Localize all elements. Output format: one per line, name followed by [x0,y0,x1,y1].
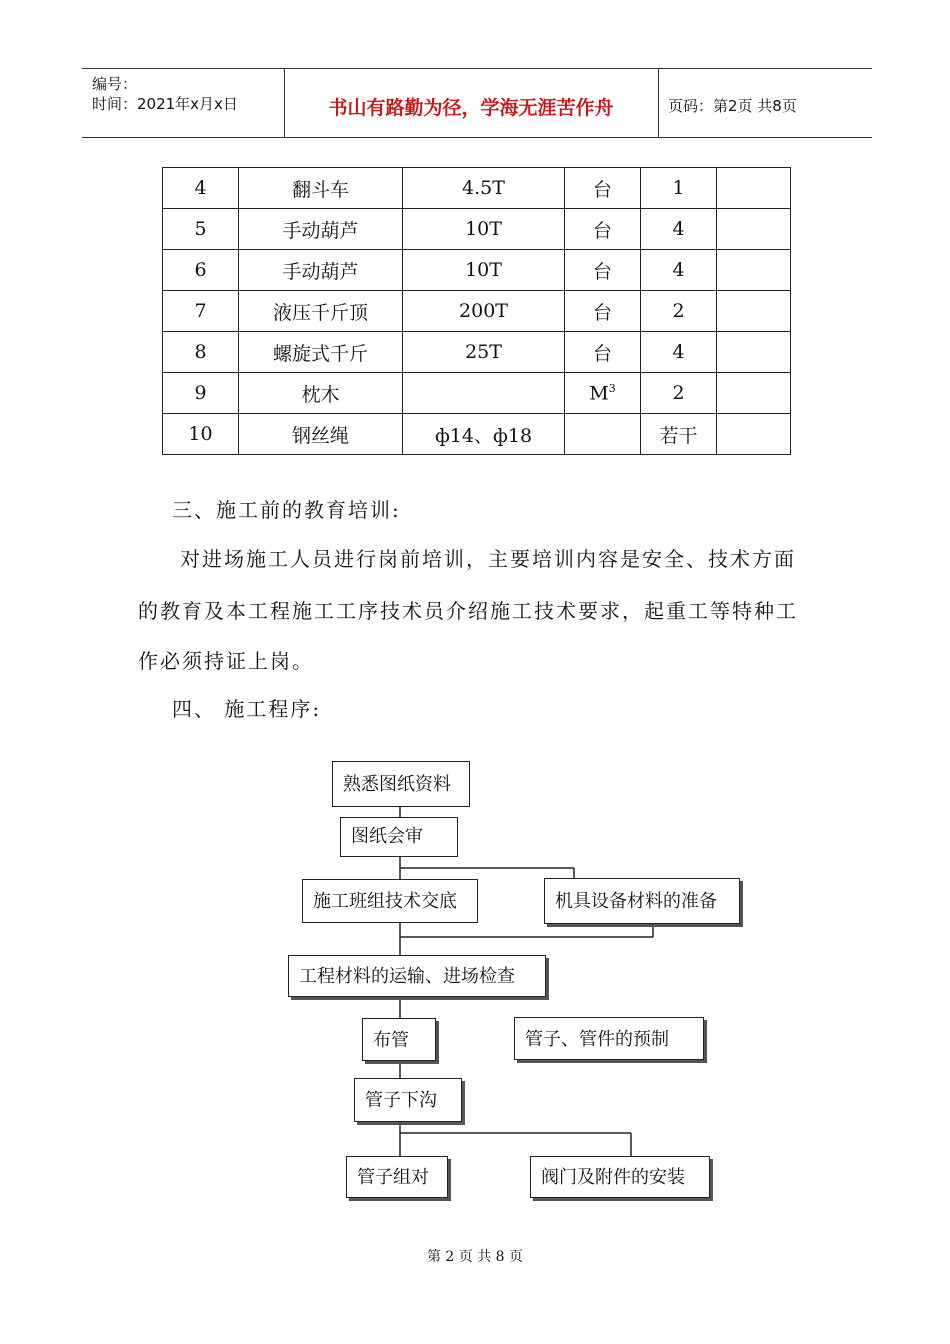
section3-heading: 三、施工前的教育培训: [172,498,401,522]
cell-text-spec: 25T [465,341,502,363]
cell-text-no: 4 [194,177,207,199]
section3-line-2: 的教育及本工程施工工序技术员介绍施工技术要求，起重工等特种工 [138,599,798,623]
cell-text-name: 枕木 [301,383,340,406]
cell-text-unit: 台 [592,260,612,283]
cell-text-no: 8 [194,341,207,363]
cell-text-name: 螺旋式千斤 [272,342,368,365]
doc-time-label: 时间：2021年x月x日 [92,95,238,113]
flow-step-material-transport: 工程材料的运输、进场检查 [288,955,546,997]
page-footer: 第 2 页 共 8 页 [426,1249,524,1265]
cell-text-unit: 台 [592,178,612,201]
cell-text-unit: 台 [592,301,612,324]
header-motto: 书山有路勤为径，学海无涯苦作舟 [328,97,614,119]
flow-step-pipe-trenching: 管子下沟 [354,1078,462,1122]
cell-text-qty: 4 [672,259,685,281]
header-page-info: 页码：第2页 共8页 [668,97,797,115]
flow-step-read-drawings: 熟悉图纸资料 [332,761,470,807]
flow-step-equipment-prep: 机具设备材料的准备 [544,878,740,924]
flow-step-valve-installation: 阀门及附件的安装 [530,1156,710,1198]
cell-text-no: 7 [194,300,207,322]
cell-text-name: 翻斗车 [291,178,349,201]
doc-number-label: 编号： [92,75,138,93]
section3-line-3: 作必须持证上岗。 [138,649,314,673]
cell-text-unit: 台 [592,219,612,242]
cell-text-spec: ф14、ф18 [434,424,533,447]
cell-text-spec: 10T [465,218,502,240]
cell-text-no: 10 [188,423,213,445]
cell-text-no: 6 [194,259,207,281]
cell-text-spec: 200T [459,300,508,322]
section3-line-1: 对进场施工人员进行岗前培训，主要培训内容是安全、技术方面 [180,547,796,571]
cell-text-qty: 2 [672,382,685,404]
cell-text-qty: 2 [672,300,685,322]
cell-text-unit: M [589,382,609,405]
flow-step-drawing-review: 图纸会审 [340,817,458,857]
unit-superscript: 3 [608,381,616,395]
flow-step-prefabrication: 管子、管件的预制 [514,1017,704,1060]
cell-text-spec: 4.5T [462,177,505,199]
cell-text-qty: 4 [672,341,685,363]
cell-text-no: 5 [194,218,207,240]
cell-text-name: 手动葫芦 [282,219,359,242]
cell-text-qty: 若干 [659,424,698,447]
cell-text-spec: 10T [465,259,502,281]
flow-step-technical-briefing: 施工班组技术交底 [302,879,478,923]
cell-text-name: 手动葫芦 [282,260,359,283]
flow-step-pipe-laying: 布管 [362,1018,436,1061]
cell-text-name: 液压千斤顶 [272,301,368,324]
cell-text-no: 9 [194,382,207,404]
flow-step-pipe-alignment: 管子组对 [346,1156,448,1198]
cell-text-qty: 1 [672,177,685,199]
cell-text-qty: 4 [672,218,685,240]
cell-text-unit: 台 [592,342,612,365]
cell-text-name: 钢丝绳 [291,424,349,447]
section4-heading: 四、 施工程序: [172,697,322,721]
